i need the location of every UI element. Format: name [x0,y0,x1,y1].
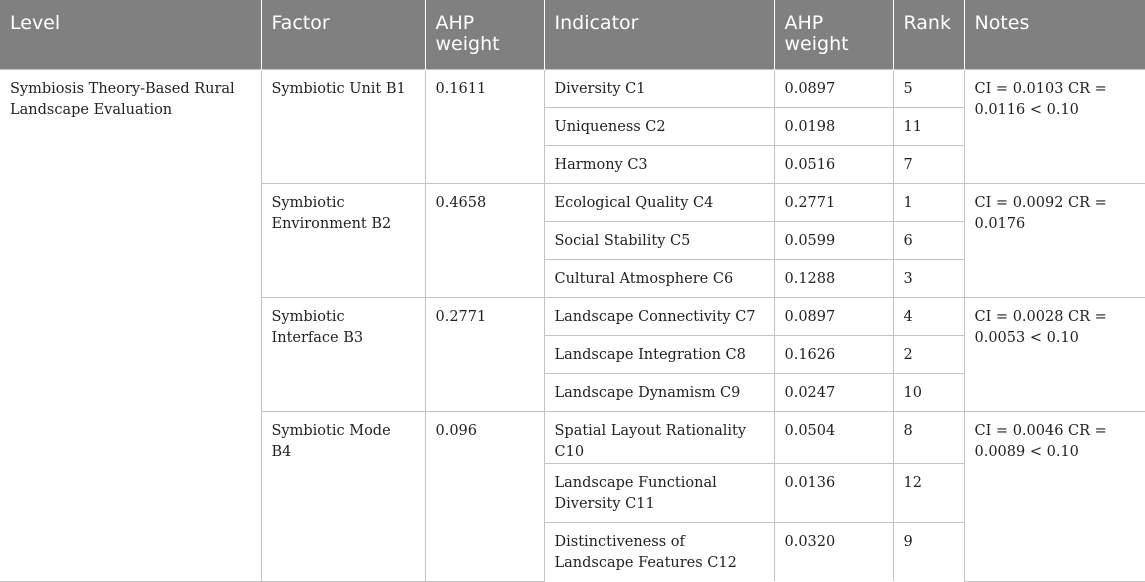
indicator-name: Landscape Functional Diversity C11 [544,463,774,522]
factor-weight: 0.1611 [425,69,544,183]
factor-weight: 0.4658 [425,183,544,297]
indicator-weight: 0.2771 [774,183,893,221]
header-indicator-weight: AHP weight [774,0,893,69]
factor-name: Symbiotic Environment B2 [261,183,425,297]
indicator-rank: 3 [893,259,964,297]
indicator-weight: 0.0320 [774,522,893,581]
indicator-name: Landscape Integration C8 [544,335,774,373]
indicator-name: Spatial Layout Rationality C10 [544,411,774,463]
indicator-rank: 8 [893,411,964,463]
indicator-rank: 2 [893,335,964,373]
factor-notes: CI = 0.0046 CR = 0.0089 < 0.10 [964,411,1145,581]
table-row [0,69,1145,107]
indicator-rank: 6 [893,221,964,259]
indicator-rank: 7 [893,145,964,183]
indicator-name: Ecological Quality C4 [544,183,774,221]
factor-name: Symbiotic Unit B1 [261,69,425,183]
factor-notes: CI = 0.0092 CR = 0.0176 [964,183,1145,297]
factor-name: Symbiotic Mode B4 [261,411,425,581]
indicator-rank: 12 [893,463,964,522]
indicator-weight: 0.0198 [774,107,893,145]
indicator-weight: 0.0897 [774,297,893,335]
factor-notes: CI = 0.0103 CR = 0.0116 < 0.10 [964,69,1145,183]
indicator-rank: 10 [893,373,964,411]
indicator-name: Social Stability C5 [544,221,774,259]
indicator-rank: 1 [893,183,964,221]
indicator-name: Landscape Connectivity C7 [544,297,774,335]
indicator-weight: 0.0504 [774,411,893,463]
indicator-name: Cultural Atmosphere C6 [544,259,774,297]
header-rank: Rank [893,0,964,69]
factor-weight: 0.096 [425,411,544,581]
header-factor: Factor [261,0,425,69]
header-indicator: Indicator [544,0,774,69]
indicator-rank: 5 [893,69,964,107]
indicator-weight: 0.0136 [774,463,893,522]
indicator-weight: 0.0247 [774,373,893,411]
indicator-weight: 0.0897 [774,69,893,107]
indicator-weight: 0.0516 [774,145,893,183]
factor-name: Symbiotic Interface B3 [261,297,425,411]
indicator-name: Distinctiveness of Landscape Features C12 [544,522,774,581]
factor-notes: CI = 0.0028 CR = 0.0053 < 0.10 [964,297,1145,411]
indicator-weight: 0.1626 [774,335,893,373]
header-notes: Notes [964,0,1145,69]
indicator-name: Diversity C1 [544,69,774,107]
indicator-name: Harmony C3 [544,145,774,183]
indicator-rank: 11 [893,107,964,145]
indicator-rank: 4 [893,297,964,335]
indicator-rank: 9 [893,522,964,581]
header-level: Level [0,0,261,69]
indicator-name: Uniqueness C2 [544,107,774,145]
indicator-weight: 0.0599 [774,221,893,259]
indicator-weight: 0.1288 [774,259,893,297]
indicator-name: Landscape Dynamism C9 [544,373,774,411]
header-factor-weight: AHP weight [425,0,544,69]
factor-weight: 0.2771 [425,297,544,411]
level-cell: Symbiosis Theory-Based Rural Landscape Evaluation [0,69,261,581]
header-row [0,0,1145,69]
